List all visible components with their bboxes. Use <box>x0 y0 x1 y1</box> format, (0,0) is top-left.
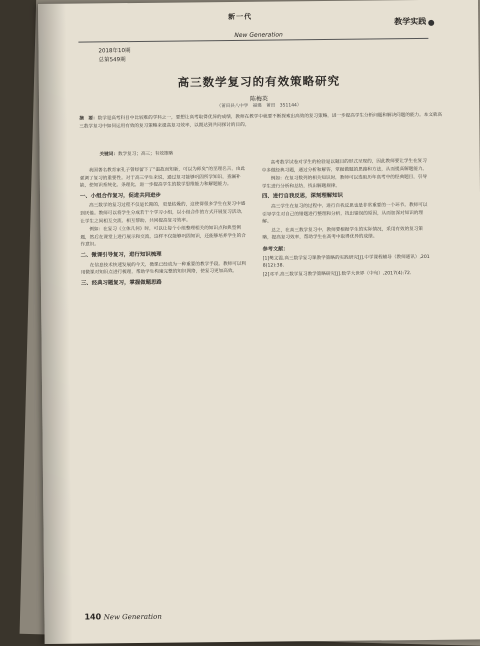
section-tag: 教学实践 <box>394 16 427 27</box>
reference-item: [1]樊文霞.高三数学复习课教学策略的实践研究[J].中学课程辅导（教师通讯）,2018(12):38. <box>262 254 430 269</box>
article-title: 高三数学复习的有效策略研究 <box>177 73 341 90</box>
article-author: 陈梅英 <box>249 95 269 103</box>
abstract-label: 摘 要： <box>79 116 98 122</box>
body-column-right <box>262 158 431 280</box>
body-paragraph: 例如：在复习数列的相关知识时，教师可以选取历年高考中的经典题目，引导学生进行分析和总结，找出解题规律。 <box>261 175 428 190</box>
issue-total: 总第549期 <box>98 57 126 64</box>
reference-item: [2]邓平.高三数学复习教学策略研究[J].数学大世界（中旬）,2017(4):72. <box>262 270 412 278</box>
section-heading: 四、进行自我反思，深刻理解知识 <box>262 193 343 201</box>
keywords <box>100 148 444 158</box>
body-paragraph: 高考数学试卷对学生的检验是以题目的形式呈现的，因此教师要让学生在复习中多做经典习题，通过分析和解答，掌握做题的思路和方法，从而提高解题能力。 <box>261 158 428 174</box>
body-paragraph: 高三数学的复习过程不仅是长期的，更是枯燥的，这使得很多学生在复习中感到厌倦。教师可以将学生分成若干个学习小组，以小组合作的方式开展复习活动，让学生之间相互交流、相互帮助，共同提高复习效率。 <box>80 202 246 225</box>
section-heading: 三、经典习题复习，掌握做题思路 <box>80 279 162 287</box>
section-heading: 一、小组合作复习，促进共同进步 <box>79 192 161 200</box>
article-affiliation: （莆田县八中学 福建 莆田 351144） <box>216 103 302 110</box>
body-paragraph: 高三学生在复习的过程中，进行自我反思也是非常重要的一个环节。教师可以引导学生对自己的错题进行整理和分析，找出错误的原因，从而加深对知识的理解。 <box>262 202 428 225</box>
section-dot-icon <box>428 20 434 26</box>
body-paragraph: 在信息技术快速发展的今天，微课已经成为一种重要的教学手段。教师可以利用微课对知识点进行梳理，帮助学生构建完整的知识网络，使复习更加高效。 <box>80 261 246 276</box>
body-column-left <box>80 166 249 290</box>
journal-brand-cn: 新一代 <box>228 11 253 22</box>
body-paragraph: 总之，在高三数学复习中，教师要根据学生的实际情况，采用有效的复习策略，提高复习效率，帮助学生在高考中取得优异的成绩。 <box>262 226 424 242</box>
keywords-text: 数学复习；高三；有效策略 <box>117 151 174 158</box>
body-paragraph: 我国著名教育家孔子曾经留下了“温故而知新，可以为师矣”的至理名言，由此强调了复习的重要性。对于高三学生来说，通过复习能够巩固所学知识，查漏补缺，使知识系统化、条理化，进一步提高学生的数学思维能力和解题能力。 <box>79 166 246 189</box>
references-heading: 参考文献： <box>262 246 289 253</box>
issue-info <box>98 47 130 65</box>
abstract <box>79 112 443 132</box>
abstract-text: 数学是高考科目中比较难的学科之一，要想让高考取得优异的成绩，教师在教学中就要不断探索出高效的复习策略，进一步提高学生分析问题和解决问题的能力。本文就高三数学复习中如何运用有效的复习策略来提高复习效率，以期达到共同探讨的目的。 <box>79 112 443 130</box>
page-footer <box>84 612 162 622</box>
journal-brand-en: New Generation <box>234 31 283 39</box>
issue-year: 2018年10期 <box>98 48 131 55</box>
body-paragraph: 例如：在复习《立体几何》时，可以让每个小组整理相关的知识点和典型例题，然后在课堂上进行展示和交流，这样不仅能够巩固知识，还能够培养学生的合作意识。 <box>80 226 246 248</box>
page-number: 140 <box>84 612 102 622</box>
footer-journal: New Generation <box>103 612 162 622</box>
journal-page <box>38 0 480 644</box>
page-header <box>38 0 478 40</box>
section-heading: 二、微课引导复习，进行知识梳理 <box>80 251 162 259</box>
keywords-label: 关键词： <box>99 152 118 158</box>
